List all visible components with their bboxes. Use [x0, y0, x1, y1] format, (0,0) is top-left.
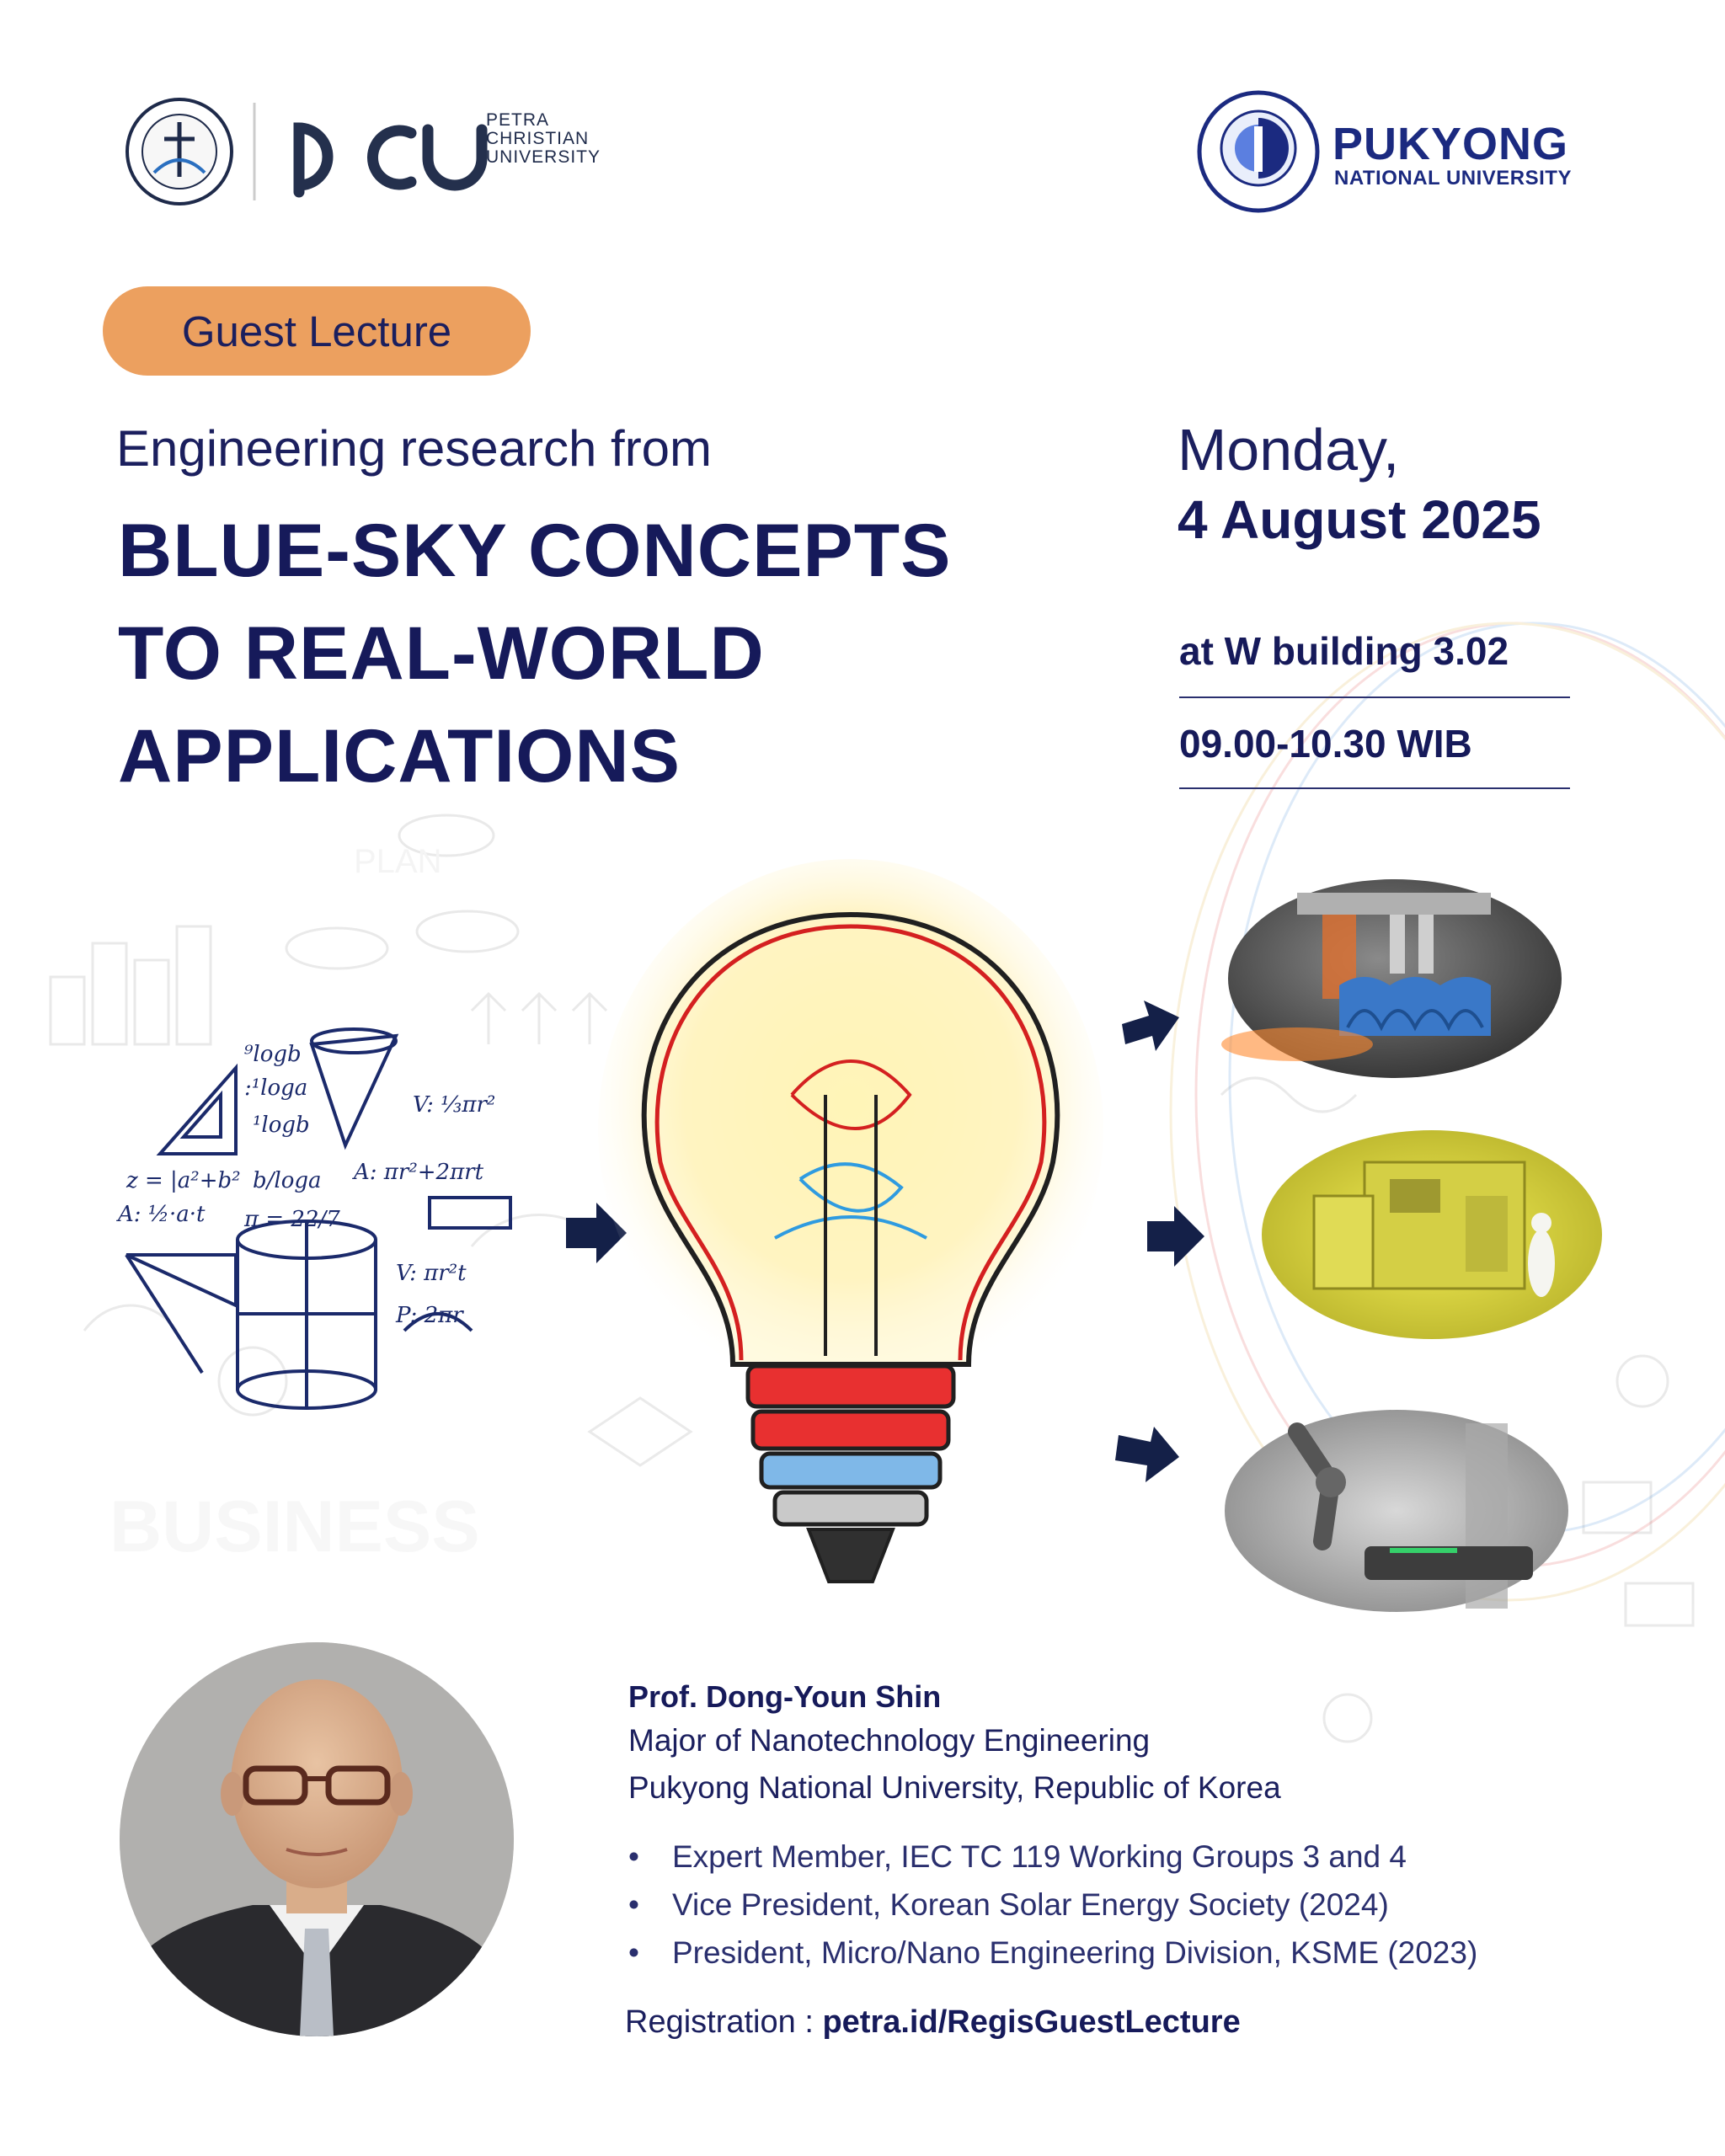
pknu-subtitle: NATIONAL UNIVERSITY [1334, 167, 1572, 189]
arrow-right-icon [1122, 1001, 1179, 1051]
divider [1179, 787, 1570, 789]
svg-text:A: ½·a·t: A: ½·a·t [118, 1202, 206, 1227]
svg-text:PLAN: PLAN [354, 843, 442, 880]
pcu-word-1: PETRA [486, 110, 550, 130]
svg-text:V: πr²t: V: πr²t [396, 1261, 467, 1286]
svg-text:A: πr²+2πrt: A: πr²+2πrt [354, 1160, 484, 1185]
registration [625, 2004, 1241, 2041]
pcu-seal-icon [127, 99, 232, 204]
speaker-affiliation: Pukyong National University, Republic of Korea [628, 1770, 1281, 1805]
headline-line-2: TO REAL-WORLD [118, 611, 765, 695]
svg-text::¹loga: :¹loga [244, 1075, 308, 1101]
arrow-right-icon [1115, 1427, 1179, 1482]
speaker-name: Prof. Dong-Youn Shin [628, 1679, 942, 1714]
cleanroom-photo [1262, 1130, 1602, 1339]
event-venue: at W building 3.02 [1179, 629, 1509, 673]
svg-text:z = |a²+b²: z = |a²+b² [126, 1168, 241, 1193]
robot-arm-photo [1225, 1410, 1568, 1612]
event-time: 09.00-10.30 WIB [1179, 722, 1472, 766]
lecture-headline [118, 499, 952, 807]
list-item: • Expert Member, IEC TC 119 Working Groups 3 and 4 [628, 1833, 1477, 1881]
svg-text:⁹logb: ⁹logb [244, 1042, 302, 1067]
event-date: 4 August 2025 [1178, 489, 1541, 550]
svg-text:π = 22/7: π = 22/7 [244, 1207, 340, 1232]
list-item: • President, Micro/Nano Engineering Division, KSME (2023) [628, 1929, 1477, 1977]
svg-text:BUSINESS: BUSINESS [109, 1486, 480, 1567]
svg-text:P: 2πr: P: 2πr [396, 1303, 463, 1328]
svg-text:b/loga: b/loga [253, 1168, 322, 1193]
speaker-major: Major of Nanotechnology Engineering [628, 1723, 1151, 1758]
guest-lecture-badge: Guest Lecture [103, 286, 531, 376]
speaker-photo [120, 1642, 514, 2036]
pcu-wordmark-text [486, 111, 601, 167]
pknu-seal-icon [1199, 93, 1317, 211]
speaker-roles [628, 1833, 1477, 1977]
registration-link[interactable]: petra.id/RegisGuestLecture [822, 2004, 1241, 2040]
lecture-subtitle: Engineering research from [116, 420, 713, 477]
pcu-word-2: CHRISTIAN [486, 129, 590, 148]
list-item: • Vice President, Korean Solar Energy Society (2024) [628, 1881, 1477, 1929]
headline-line-1: BLUE-SKY CONCEPTS [118, 508, 952, 592]
arrow-right-icon [1147, 1206, 1204, 1267]
headline-line-3: APPLICATIONS [118, 713, 681, 798]
3d-printer-photo [1221, 879, 1562, 1078]
svg-text:¹logb: ¹logb [253, 1113, 310, 1138]
registration-label: Registration : [625, 2004, 823, 2040]
divider [1179, 696, 1570, 698]
pcu-word-3: UNIVERSITY [486, 147, 601, 167]
pknu-name: PUKYONG [1332, 119, 1569, 169]
lightbulb-icon [598, 859, 1103, 1582]
event-day: Monday, [1178, 417, 1400, 483]
svg-text:V: ⅓πr²: V: ⅓πr² [413, 1092, 496, 1118]
pcu-logo-icon [299, 128, 482, 192]
